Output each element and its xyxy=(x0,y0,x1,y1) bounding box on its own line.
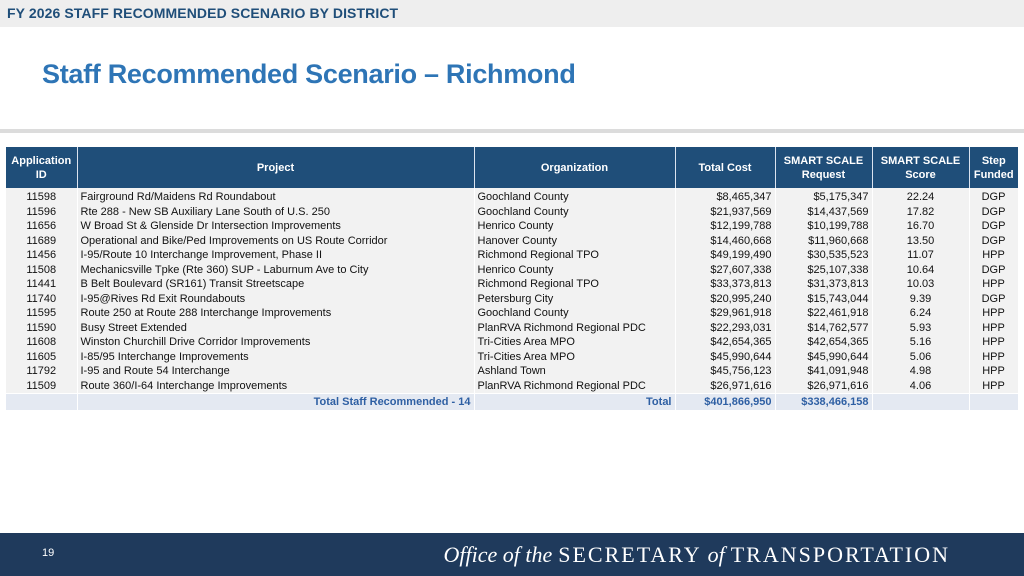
cell-smart-scale-request: $15,743,044 xyxy=(775,292,872,307)
cell-smart-scale-score: 6.24 xyxy=(872,306,969,321)
cell-smart-scale-request: $41,091,948 xyxy=(775,364,872,379)
cell-total-cost: $49,199,490 xyxy=(675,248,775,263)
cell-application-id: 11441 xyxy=(6,277,77,292)
cell-project: I-95/Route 10 Interchange Improvement, Phase II xyxy=(77,248,474,263)
cell-smart-scale-score: 5.93 xyxy=(872,321,969,336)
cell-step-funded: DGP xyxy=(969,205,1018,220)
cell-smart-scale-score: 4.98 xyxy=(872,364,969,379)
cell-organization: Richmond Regional TPO xyxy=(474,277,675,292)
cell-smart-scale-score: 11.07 xyxy=(872,248,969,263)
cell-application-id: 11792 xyxy=(6,364,77,379)
cell-step-funded: DGP xyxy=(969,263,1018,278)
total-label: Total xyxy=(474,394,675,411)
cell-step-funded: HPP xyxy=(969,277,1018,292)
total-row xyxy=(6,394,1018,411)
cell-step-funded: DGP xyxy=(969,188,1018,205)
total-empty-cell xyxy=(872,394,969,411)
cell-application-id: 11740 xyxy=(6,292,77,307)
cell-application-id: 11456 xyxy=(6,248,77,263)
cell-smart-scale-request: $11,960,668 xyxy=(775,234,872,249)
cell-project: Route 250 at Route 288 Interchange Improvements xyxy=(77,306,474,321)
total-cost-sum: $401,866,950 xyxy=(675,394,775,411)
cell-smart-scale-request: $25,107,338 xyxy=(775,263,872,278)
col-header-project: Project xyxy=(77,147,474,188)
cell-project: Rte 288 - New SB Auxiliary Lane South of U.S. 250 xyxy=(77,205,474,220)
table-row xyxy=(6,350,1018,365)
cell-organization: Goochland County xyxy=(474,205,675,220)
cell-smart-scale-score: 17.82 xyxy=(872,205,969,220)
table-row xyxy=(6,364,1018,379)
cell-organization: PlanRVA Richmond Regional PDC xyxy=(474,321,675,336)
cell-smart-scale-score: 4.06 xyxy=(872,379,969,394)
cell-total-cost: $29,961,918 xyxy=(675,306,775,321)
col-header-smart-scale-request: SMART SCALE Request xyxy=(775,147,872,188)
cell-organization: Petersburg City xyxy=(474,292,675,307)
col-header-organization: Organization xyxy=(474,147,675,188)
cell-total-cost: $21,937,569 xyxy=(675,205,775,220)
cell-application-id: 11509 xyxy=(6,379,77,394)
cell-step-funded: HPP xyxy=(969,248,1018,263)
cell-total-cost: $8,465,347 xyxy=(675,188,775,205)
cell-organization: PlanRVA Richmond Regional PDC xyxy=(474,379,675,394)
cell-step-funded: DGP xyxy=(969,292,1018,307)
cell-smart-scale-score: 9.39 xyxy=(872,292,969,307)
page-number: 19 xyxy=(42,547,55,559)
cell-step-funded: HPP xyxy=(969,364,1018,379)
table-row xyxy=(6,205,1018,220)
top-banner xyxy=(0,0,1024,27)
cell-project: W Broad St & Glenside Dr Intersection Improvements xyxy=(77,219,474,234)
table-row xyxy=(6,335,1018,350)
cell-project: Busy Street Extended xyxy=(77,321,474,336)
total-request-sum: $338,466,158 xyxy=(775,394,872,411)
cell-application-id: 11605 xyxy=(6,350,77,365)
cell-project: Operational and Bike/Ped Improvements on US Route Corridor xyxy=(77,234,474,249)
table-header-row xyxy=(6,147,1018,188)
cell-application-id: 11595 xyxy=(6,306,77,321)
cell-smart-scale-score: 10.03 xyxy=(872,277,969,292)
cell-smart-scale-request: $30,535,523 xyxy=(775,248,872,263)
cell-smart-scale-request: $22,461,918 xyxy=(775,306,872,321)
cell-step-funded: HPP xyxy=(969,321,1018,336)
cell-total-cost: $45,990,644 xyxy=(675,350,775,365)
cell-application-id: 11596 xyxy=(6,205,77,220)
cell-total-cost: $42,654,365 xyxy=(675,335,775,350)
col-header-application-id: Application ID xyxy=(6,147,77,188)
cell-organization: Goochland County xyxy=(474,306,675,321)
cell-application-id: 11598 xyxy=(6,188,77,205)
cell-smart-scale-score: 5.06 xyxy=(872,350,969,365)
cell-smart-scale-request: $10,199,788 xyxy=(775,219,872,234)
cell-smart-scale-score: 13.50 xyxy=(872,234,969,249)
banner-title: FY 2026 STAFF RECOMMENDED SCENARIO BY DISTRICT xyxy=(7,5,399,21)
cell-step-funded: DGP xyxy=(969,219,1018,234)
cell-total-cost: $22,293,031 xyxy=(675,321,775,336)
cell-step-funded: HPP xyxy=(969,306,1018,321)
brand-of-text: of xyxy=(707,542,725,567)
cell-application-id: 11656 xyxy=(6,219,77,234)
cell-smart-scale-request: $14,437,569 xyxy=(775,205,872,220)
projects-table xyxy=(6,147,1019,410)
table-row xyxy=(6,263,1018,278)
cell-project: I-85/95 Interchange Improvements xyxy=(77,350,474,365)
table-row xyxy=(6,292,1018,307)
cell-total-cost: $14,460,668 xyxy=(675,234,775,249)
cell-step-funded: HPP xyxy=(969,379,1018,394)
cell-project: Mechanicsville Tpke (Rte 360) SUP - Laburnum Ave to City xyxy=(77,263,474,278)
col-header-smart-scale-score: SMART SCALE Score xyxy=(872,147,969,188)
total-empty-cell xyxy=(6,394,77,411)
table-row xyxy=(6,248,1018,263)
total-empty-cell xyxy=(969,394,1018,411)
cell-smart-scale-request: $5,175,347 xyxy=(775,188,872,205)
cell-project: Route 360/I-64 Interchange Improvements xyxy=(77,379,474,394)
col-header-total-cost: Total Cost xyxy=(675,147,775,188)
cell-organization: Hanover County xyxy=(474,234,675,249)
cell-smart-scale-request: $14,762,577 xyxy=(775,321,872,336)
cell-total-cost: $27,607,338 xyxy=(675,263,775,278)
cell-step-funded: DGP xyxy=(969,234,1018,249)
total-staff-recommended-label: Total Staff Recommended - 14 xyxy=(77,394,474,411)
cell-organization: Henrico County xyxy=(474,263,675,278)
table-row xyxy=(6,277,1018,292)
cell-organization: Richmond Regional TPO xyxy=(474,248,675,263)
table-row xyxy=(6,234,1018,249)
cell-application-id: 11608 xyxy=(6,335,77,350)
cell-step-funded: HPP xyxy=(969,350,1018,365)
cell-smart-scale-score: 5.16 xyxy=(872,335,969,350)
cell-total-cost: $26,971,616 xyxy=(675,379,775,394)
cell-step-funded: HPP xyxy=(969,335,1018,350)
cell-project: B Belt Boulevard (SR161) Transit Streetscape xyxy=(77,277,474,292)
cell-project: Fairground Rd/Maidens Rd Roundabout xyxy=(77,188,474,205)
cell-application-id: 11508 xyxy=(6,263,77,278)
cell-smart-scale-score: 22.24 xyxy=(872,188,969,205)
cell-project: Winston Churchill Drive Corridor Improvements xyxy=(77,335,474,350)
cell-smart-scale-request: $26,971,616 xyxy=(775,379,872,394)
brand-office-text: Office of the xyxy=(443,542,553,567)
cell-application-id: 11590 xyxy=(6,321,77,336)
col-header-step-funded: Step Funded xyxy=(969,147,1018,188)
cell-project: I-95@Rives Rd Exit Roundabouts xyxy=(77,292,474,307)
table-row xyxy=(6,379,1018,394)
cell-smart-scale-request: $45,990,644 xyxy=(775,350,872,365)
cell-smart-scale-score: 10.64 xyxy=(872,263,969,278)
table-row xyxy=(6,219,1018,234)
cell-project: I-95 and Route 54 Interchange xyxy=(77,364,474,379)
cell-organization: Ashland Town xyxy=(474,364,675,379)
cell-total-cost: $12,199,788 xyxy=(675,219,775,234)
cell-total-cost: $20,995,240 xyxy=(675,292,775,307)
cell-organization: Tri-Cities Area MPO xyxy=(474,335,675,350)
cell-application-id: 11689 xyxy=(6,234,77,249)
cell-smart-scale-request: $42,654,365 xyxy=(775,335,872,350)
cell-smart-scale-score: 16.70 xyxy=(872,219,969,234)
cell-organization: Goochland County xyxy=(474,188,675,205)
cell-organization: Henrico County xyxy=(474,219,675,234)
cell-total-cost: $45,756,123 xyxy=(675,364,775,379)
brand-secretary-text: SECRETARY xyxy=(558,542,702,567)
office-logo xyxy=(443,542,950,568)
table-row xyxy=(6,321,1018,336)
cell-smart-scale-request: $31,373,813 xyxy=(775,277,872,292)
title-divider xyxy=(0,129,1024,133)
table-row xyxy=(6,306,1018,321)
footer-bar xyxy=(0,533,1024,576)
page-title: Staff Recommended Scenario – Richmond xyxy=(42,59,576,89)
cell-organization: Tri-Cities Area MPO xyxy=(474,350,675,365)
brand-transportation-text: TRANSPORTATION xyxy=(730,542,950,567)
cell-total-cost: $33,373,813 xyxy=(675,277,775,292)
table-row xyxy=(6,188,1018,205)
